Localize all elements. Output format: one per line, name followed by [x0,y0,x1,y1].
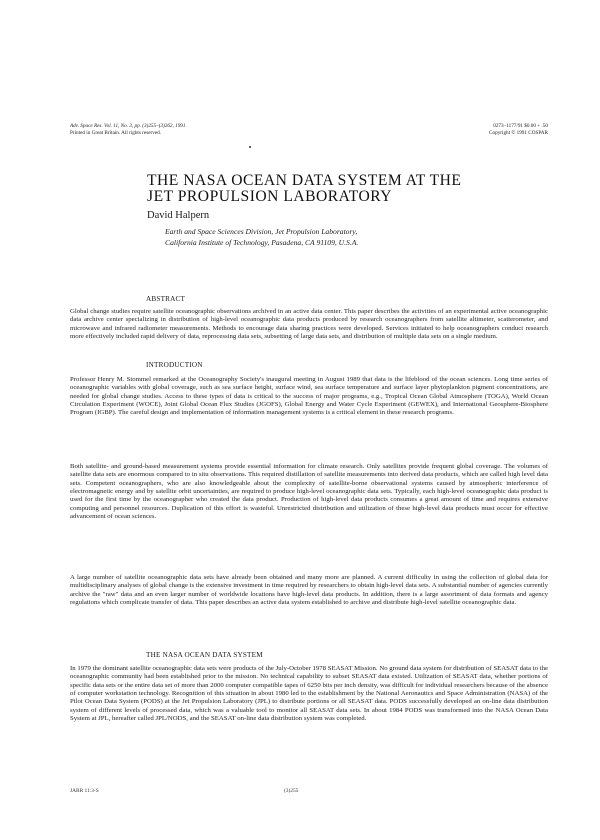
abstract-text: Global change studies require satellite oceanographic observations archived in an active data center. This paper describes the activities of an experimental active oceanographic data archive center specializing in distribution of high-level oceanographic data products produced by research oceanographers from satellite altimeter, scatterometer, and microwave and infrared radiometer measurements. Methods to encourage data sharing practices were developed. Services initiated to help oceanographers conduct research more effectively included rapid delivery of data, reprocessing data sets, subsetting of large data sets, and distribution of multiple data sets on a single medium. [70,308,548,341]
affiliation-line-2: California Institute of Technology, Pasadena, CA 91109, U.S.A. [165,238,359,247]
abstract-heading: ABSTRACT [146,295,186,303]
introduction-paragraph-1: Professor Henry M. Stommel remarked at the Oceanography Society's inaugural meeting in August 1989 that data is the lifeblood of the ocean sciences. Long time series of oceanographic variables with global coverage, such as sea surface height, surface wind, sea surface temperature and surface layer phytoplankton pigment concentrations, are needed for global change studies. Access to these types of data is critical to the success of major programs, e.g., Tropical Ocean Global Atmosphere (TOGA), World Ocean Circulation Experiment (WOCE), Joint Global Ocean Flux Studies (JGOFS), Global Energy and Water Cycle Experiment (GEWEX), and International Geosphere-Biosphere Program (IGBP). The careful design and implementation of information management systems is a critical element in these research programs. [70,376,548,417]
copyright-line: Copyright © 1991 COSPAR [489,129,548,136]
print-speck [249,146,251,148]
title-line-2: JET PROPULSION LABORATORY [147,188,393,205]
article-title [147,173,461,205]
nods-paragraph-1: In 1979 the dominant satellite oceanographic data sets were products of the July-October 1978 SEASAT Mission. No ground data system for distribution of SEASAT data to the oceanographic community had been established prior to the mission. No technical capability to subset SEASAT data existed. Utilization of SEASAT data, whether portions of specific data sets or the entire data set of more than 2000 computer compatible tapes of 6250 bits per inch density, was difficult for individual researchers because of the absence of computer workstation technology. Recognition of this situation in about 1980 led to the establishment by the National Aeronautics and Space Administration (NASA) of the Pilot Ocean Data System (PODS) at the Jet Propulsion Laboratory (JPL) to distribute portions or all SEASAT data. PODS successfully developed an on-line data distribution system of different levels of processed data, which was a valuable tool to monitor all SEASAT data sets. In about 1984 PODS was transformed into the NASA Ocean Data System at JPL, hereafter called JPL/NODS, and the SEASAT on-line data distribution system was completed. [70,665,548,723]
author-affiliation [165,226,358,248]
affiliation-line-1: Earth and Space Sciences Division, Jet Propulsion Laboratory, [165,227,358,236]
journal-citation [70,123,186,136]
price-code: 0273–1177/91 $0.00 + .50 [493,123,548,129]
introduction-heading: INTRODUCTION [146,361,203,369]
copyright-block [448,123,548,136]
journal-line-2: Printed in Great Britain. All rights reserved. [70,129,162,136]
journal-line-1: Adv. Space Res. Vol. 11, No. 3, pp. (3)255–(3)262, 1991 [70,123,186,129]
footer-code: JARR 11:3-S [70,788,99,794]
introduction-paragraph-3: A large number of satellite oceanographic data sets have already been obtained and many more are planned. A current difficulty in using the collection of global data for multidisciplinary analyses of global change is the extensive investment in time required by researchers to obtain high-level data sets. A substantial number of agencies currently archive the "raw" data and an even larger number of worldwide locations have high-level data products. In addition, there is a large assortment of data formats and agency regulations which complicate transfer of data. This paper describes an active data system established to archive and distribute high-level satellite oceanographic data. [70,574,548,607]
introduction-paragraph-2: Both satellite- and ground-based measurement systems provide essential information for climate research. Only satellites provide frequent global coverage. The volumes of satellite data sets are enormous compared to in situ observations. This required distillation of satellite measurements into derived data products, which are called high level data sets. Competent oceanographers, who are also knowledgeable about the complexity of satellite-borne observational systems caused by atmospheric interference of electromagnetic energy and by satellite orbit uncertainties, are required to produce high-level oceanographic data sets. Typically, each high-level oceanographic data product is used for the first time by the oceanographer who created the data product. Production of high-level data products consumes a great amount of time and requires extensive computing and personnel resources. Duplication of this effort is wasteful. Unrestricted distribution and utilization of these high-level data products must occur for effective advancement of ocean sciences. [70,463,548,521]
title-line-1: THE NASA OCEAN DATA SYSTEM AT THE [147,172,462,189]
nods-heading: THE NASA OCEAN DATA SYSTEM [146,651,263,659]
author-name: David Halpern [147,210,210,221]
page-number: (3)255 [284,788,299,794]
